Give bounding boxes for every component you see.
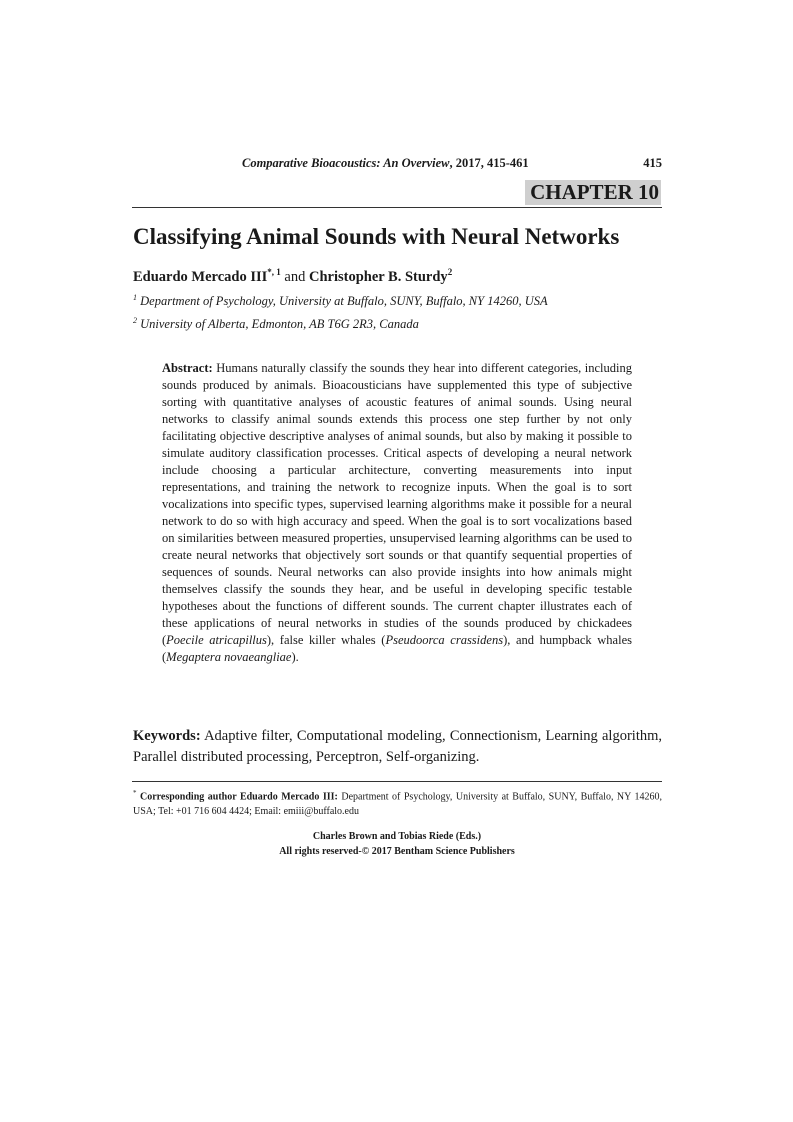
keywords-list: Adaptive filter, Computational modeling, Connectionism, Learning algorithm, Parallel distributed processing, Perceptron, Self-organizing. bbox=[133, 728, 662, 765]
affiliation-1-text: Department of Psychology, University at Buffalo, SUNY, Buffalo, NY 14260, USA bbox=[137, 294, 548, 309]
keywords-label: Keywords: bbox=[133, 728, 201, 744]
author-2-affiliation-marker: 2 bbox=[447, 267, 453, 277]
footnote-text: Department of Psychology, University at Buffalo, SUNY, Buffalo, NY 14260, USA; Tel: +01 716 604 4424; Email: emiii@buffalo.edu bbox=[133, 791, 662, 818]
abstract-body: Humans naturally classify the sounds they hear into different categories, including sounds produced by animals. Bioacousticians have supplemented this type of subjective sorting with quantitative analyses of acoustic features of animal sounds. Using neural networks to classify animal sounds extends this process one step further by not only facilitating objective descriptive analyses of animal sounds, but also by making it possible to simulate auditory classification processes. Critical aspects of developing a neural network include choosing a particular architecture, converting measurements into input representations, and training the network to recognize inputs. When the goal is to sort vocalizations into specific types, supervised learning algorithms make it possible for a neural network to do so with high accuracy and speed. When the goal is to sort vocalizations based on similarities between measured properties, unsupervised learning algorithms can be used to create neural networks that objectively sort sounds or that quantify sequential properties of sequences of sounds. Neural networks can also provide insights into how animals might themselves classify the sounds they hear, and be useful in developing specific testable hypotheses about the functions of different sounds. The current chapter illustrates each of these applications of neural networks in studies of the sounds produced by chickadees ( bbox=[162, 361, 632, 647]
footnote-marker: * bbox=[133, 789, 137, 797]
author-line bbox=[133, 267, 452, 286]
species-name-false-killer-whale: Pseudoorca crassidens bbox=[385, 633, 504, 647]
affiliation-2-marker: 2 bbox=[133, 316, 137, 325]
footnote-label: Corresponding author Eduardo Mercado III: bbox=[136, 791, 338, 803]
affiliation-1-marker: 1 bbox=[133, 293, 137, 302]
author-1-name: Eduardo Mercado III bbox=[133, 268, 268, 285]
abstract-body-end: ). bbox=[291, 650, 299, 664]
abstract bbox=[162, 360, 632, 666]
abstract-label: Abstract: bbox=[162, 361, 213, 375]
affiliation-1 bbox=[133, 293, 548, 309]
editors-names: Charles Brown and Tobias Riede (Eds.) bbox=[312, 831, 482, 842]
chapter-title: Classifying Animal Sounds with Neural Networks bbox=[133, 224, 620, 249]
author-2-name: Christopher B. Sturdy bbox=[308, 268, 448, 285]
footnote-divider bbox=[132, 781, 662, 782]
source-title: Comparative Bioacoustics: An Overview bbox=[242, 156, 450, 170]
source-details: , 2017, 415-461 bbox=[449, 156, 529, 170]
abstract-body-cont-2: ), and humpback whales ( bbox=[162, 633, 632, 664]
copyright-line: All rights reserved-© 2017 Bentham Science Publishers bbox=[279, 846, 515, 857]
affiliation-2 bbox=[133, 316, 419, 332]
corresponding-author-footnote bbox=[133, 786, 662, 819]
affiliation-2-text: University of Alberta, Edmonton, AB T6G 2R3, Canada bbox=[137, 317, 419, 332]
title-divider bbox=[132, 207, 662, 208]
abstract-body-cont-1: ), false killer whales ( bbox=[266, 633, 386, 647]
page-number: 415 bbox=[643, 156, 662, 170]
keywords bbox=[133, 726, 662, 768]
author-conjunction: and bbox=[280, 268, 309, 285]
author-1-affiliation-marker: *, 1 bbox=[267, 267, 281, 277]
species-name-chickadee: Poecile atricapillus bbox=[166, 633, 267, 647]
running-header-source bbox=[242, 156, 529, 171]
editors-block bbox=[132, 829, 662, 859]
chapter-label: CHAPTER 10 bbox=[525, 180, 661, 205]
species-name-humpback-whale: Megaptera novaeangliae bbox=[166, 650, 292, 664]
